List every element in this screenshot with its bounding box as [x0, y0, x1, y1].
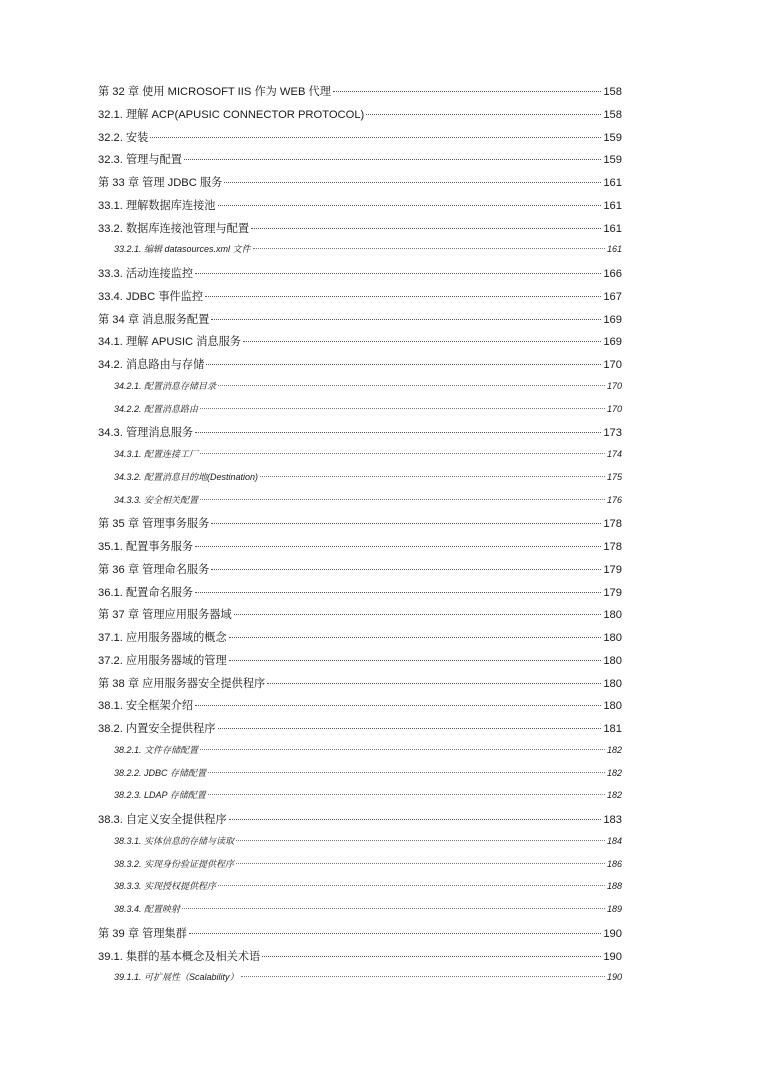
toc-page-number: 182 — [606, 767, 622, 778]
dot-leader — [229, 637, 602, 638]
toc-subentry[interactable] — [98, 379, 622, 402]
dot-leader — [206, 364, 601, 365]
toc-entry-title: 第 37 章 管理应用服务器域 — [98, 609, 232, 622]
toc-page-number: 169 — [603, 336, 622, 349]
toc-entry-title: 34.3.3. 安全相关配置 — [114, 494, 199, 505]
toc-page-number: 181 — [603, 723, 622, 735]
dot-leader — [218, 885, 605, 886]
toc-subentry[interactable] — [98, 242, 622, 265]
dot-leader — [218, 728, 602, 729]
toc-entry[interactable] — [98, 515, 622, 538]
dot-leader — [229, 819, 602, 820]
dot-leader — [184, 159, 601, 160]
toc-page-number: 184 — [606, 835, 622, 846]
toc-entry-title: 39.1. 集群的基本概念及相关术语 — [98, 950, 261, 963]
toc-page-number: 167 — [603, 290, 622, 303]
dot-leader — [218, 385, 605, 386]
toc-entry[interactable] — [98, 629, 622, 652]
toc-entry[interactable] — [98, 925, 622, 948]
dot-leader — [234, 614, 602, 615]
toc-entry[interactable] — [98, 311, 622, 334]
toc-subentry[interactable] — [98, 834, 622, 857]
toc-page-number: 183 — [603, 814, 622, 826]
toc-subentry[interactable] — [98, 879, 622, 902]
toc-page-number: 158 — [603, 108, 622, 121]
dot-leader — [150, 137, 601, 138]
dot-leader — [205, 296, 601, 297]
toc-entry-title: 33.3. 活动连接监控 — [98, 268, 194, 280]
toc-entry[interactable] — [98, 151, 622, 174]
toc-page-number: 176 — [606, 494, 622, 505]
toc-page-number: 182 — [606, 790, 622, 801]
toc-entry-title: 第 33 章 管理 JDBC 服务 — [98, 177, 223, 189]
toc-page-number: 175 — [606, 471, 622, 482]
dot-leader — [195, 273, 601, 274]
dot-leader — [195, 546, 601, 547]
dot-leader — [211, 523, 601, 524]
toc-page-number: 188 — [606, 881, 622, 892]
dot-leader — [251, 228, 601, 229]
toc-page-number: 158 — [603, 86, 622, 98]
toc-page-number: 178 — [603, 518, 622, 531]
toc-entry[interactable] — [98, 675, 622, 698]
toc-entry-title: 第 38 章 应用服务器安全提供程序 — [98, 677, 266, 690]
toc-entry[interactable] — [98, 424, 622, 447]
toc-entry[interactable] — [98, 948, 622, 971]
toc-page-number: 161 — [603, 177, 622, 189]
toc-page-number: 190 — [603, 950, 622, 963]
toc-page-number: 189 — [606, 904, 622, 914]
dot-leader — [366, 114, 601, 115]
dot-leader — [200, 408, 605, 409]
toc-page-number: 180 — [603, 700, 622, 713]
dot-leader — [211, 569, 601, 570]
toc-subentry[interactable] — [98, 902, 622, 925]
dot-leader — [236, 840, 605, 841]
toc-page-number: 190 — [603, 927, 622, 940]
dot-leader — [243, 341, 601, 342]
dot-leader — [218, 205, 602, 206]
toc-page-number: 161 — [603, 199, 622, 212]
toc-entry[interactable] — [98, 606, 622, 629]
toc-subentry[interactable] — [98, 493, 622, 516]
toc-subentry[interactable] — [98, 447, 622, 470]
toc-entry[interactable] — [98, 333, 622, 356]
dot-leader — [195, 592, 601, 593]
toc-entry-title: 38.2.3. LDAP 存储配置 — [114, 790, 206, 801]
toc-entry[interactable] — [98, 129, 622, 152]
toc-entry-title: 34.3.2. 配置消息目的地(Destination) — [114, 471, 259, 482]
toc-entry-title: 38.3.4. 配置映射 — [114, 904, 181, 914]
toc-entry-title: 34.2.2. 配置消息路由 — [114, 403, 199, 414]
toc-subentry[interactable] — [98, 470, 622, 493]
toc-entry-title: 第 35 章 管理事务服务 — [98, 518, 210, 531]
toc-page-number: 173 — [603, 427, 622, 440]
toc-entry-title: 第 39 章 管理集群 — [98, 927, 187, 940]
toc-subentry[interactable] — [98, 743, 622, 766]
toc-entry[interactable] — [98, 106, 622, 129]
dot-leader — [253, 248, 605, 249]
toc-entry-title: 38.2.2. JDBC 存储配置 — [114, 767, 207, 778]
toc-page-number: 179 — [603, 586, 622, 599]
toc-entry-title: 33.1. 理解数据库连接池 — [98, 199, 216, 212]
dot-leader — [195, 705, 601, 706]
toc-page-number: 178 — [603, 541, 622, 553]
dot-leader — [229, 660, 602, 661]
toc-entry-title: 34.3.1. 配置连接工厂 — [114, 449, 199, 459]
toc-entry[interactable] — [98, 538, 622, 561]
dot-leader — [200, 499, 605, 500]
toc-page-number: 159 — [603, 131, 622, 144]
toc-page-number: 170 — [606, 380, 622, 391]
toc-page-number: 180 — [603, 677, 622, 690]
toc-page-number: 174 — [606, 449, 622, 459]
dot-leader — [260, 476, 605, 477]
toc-page-number: 180 — [603, 654, 622, 667]
toc-entry[interactable] — [98, 720, 622, 743]
toc-page-number: 180 — [603, 609, 622, 622]
toc-entry-title: 第 32 章 使用 MICROSOFT IIS 作为 WEB 代理 — [98, 86, 331, 98]
toc-entry[interactable] — [98, 561, 622, 584]
toc-entry[interactable] — [98, 652, 622, 675]
toc-entry-title: 33.4. JDBC 事件监控 — [98, 290, 204, 303]
toc-subentry[interactable] — [98, 766, 622, 789]
dot-leader — [267, 683, 601, 684]
toc-entry-title: 37.1. 应用服务器域的概念 — [98, 632, 227, 644]
toc-entry-title: 第 36 章 管理命名服务 — [98, 563, 210, 576]
toc-entry[interactable] — [98, 288, 622, 311]
dot-leader — [208, 772, 605, 773]
toc-entry-title: 第 34 章 消息服务配置 — [98, 313, 210, 326]
toc-page-number: 161 — [603, 222, 622, 235]
toc-page-number: 159 — [603, 154, 622, 167]
toc-subentry[interactable] — [98, 788, 622, 811]
toc-entry[interactable] — [98, 356, 622, 379]
dot-leader — [195, 432, 601, 433]
toc-entry-title: 33.2.1. 编辑 datasources.xml 文件 — [114, 244, 251, 255]
toc-page-number: 161 — [606, 244, 622, 255]
toc-entry-title: 38.3.3. 实现授权提供程序 — [114, 881, 217, 892]
dot-leader — [262, 956, 601, 957]
toc-entry-title: 38.3.2. 实现身份验证提供程序 — [114, 858, 235, 869]
dot-leader — [236, 863, 605, 864]
toc-page-number: 170 — [603, 359, 622, 371]
toc-entry-title: 35.1. 配置事务服务 — [98, 541, 194, 553]
toc-entry-title: 34.2.1. 配置消息存储目录 — [114, 380, 217, 391]
table-of-contents — [98, 83, 622, 993]
toc-entry-title: 32.3. 管理与配置 — [98, 154, 182, 167]
toc-entry[interactable] — [98, 197, 622, 220]
toc-entry[interactable] — [98, 697, 622, 720]
dot-leader — [200, 749, 605, 750]
toc-entry[interactable] — [98, 811, 622, 834]
dot-leader — [208, 794, 605, 795]
toc-page-number: 170 — [606, 403, 622, 414]
dot-leader — [211, 319, 601, 320]
toc-entry-title: 33.2. 数据库连接池管理与配置 — [98, 222, 250, 235]
toc-entry[interactable] — [98, 265, 622, 288]
toc-page-number: 166 — [603, 268, 622, 280]
toc-entry-title: 36.1. 配置命名服务 — [98, 586, 194, 599]
toc-entry[interactable] — [98, 174, 622, 197]
toc-subentry[interactable] — [98, 402, 622, 425]
toc-entry-title: 32.2. 安装 — [98, 131, 149, 144]
toc-entry-title: 32.1. 理解 ACP(APUSIC CONNECTOR PROTOCOL) — [98, 108, 365, 121]
toc-entry-title: 38.1. 安全框架介绍 — [98, 700, 194, 713]
dot-leader — [189, 933, 601, 934]
dot-leader — [333, 91, 601, 92]
toc-entry[interactable] — [98, 83, 622, 106]
toc-entry-title: 38.2. 内置安全提供程序 — [98, 723, 216, 735]
toc-page-number: 190 — [606, 972, 622, 983]
dot-leader — [182, 908, 605, 909]
dot-leader — [200, 453, 605, 454]
toc-entry-title: 34.1. 理解 APUSIC 消息服务 — [98, 336, 241, 349]
toc-page-number: 179 — [603, 563, 622, 576]
toc-entry-title: 34.3. 管理消息服务 — [98, 427, 194, 440]
dot-leader — [224, 182, 601, 183]
toc-page-number: 180 — [603, 632, 622, 644]
toc-page-number: 182 — [606, 744, 622, 755]
toc-subentry[interactable] — [98, 970, 622, 993]
toc-page-number: 186 — [606, 858, 622, 869]
toc-entry[interactable] — [98, 220, 622, 243]
toc-entry[interactable] — [98, 584, 622, 607]
toc-entry-title: 38.2.1. 文件存储配置 — [114, 744, 199, 755]
toc-entry-title: 34.2. 消息路由与存储 — [98, 359, 205, 371]
toc-entry-title: 38.3. 自定义安全提供程序 — [98, 814, 227, 826]
toc-entry-title: 37.2. 应用服务器域的管理 — [98, 654, 227, 667]
toc-subentry[interactable] — [98, 857, 622, 880]
dot-leader — [241, 976, 605, 977]
toc-page-number: 169 — [603, 313, 622, 326]
toc-entry-title: 38.3.1. 实体信息的存储与读取 — [114, 835, 235, 846]
toc-entry-title: 39.1.1. 可扩展性（Scalability） — [114, 972, 239, 983]
